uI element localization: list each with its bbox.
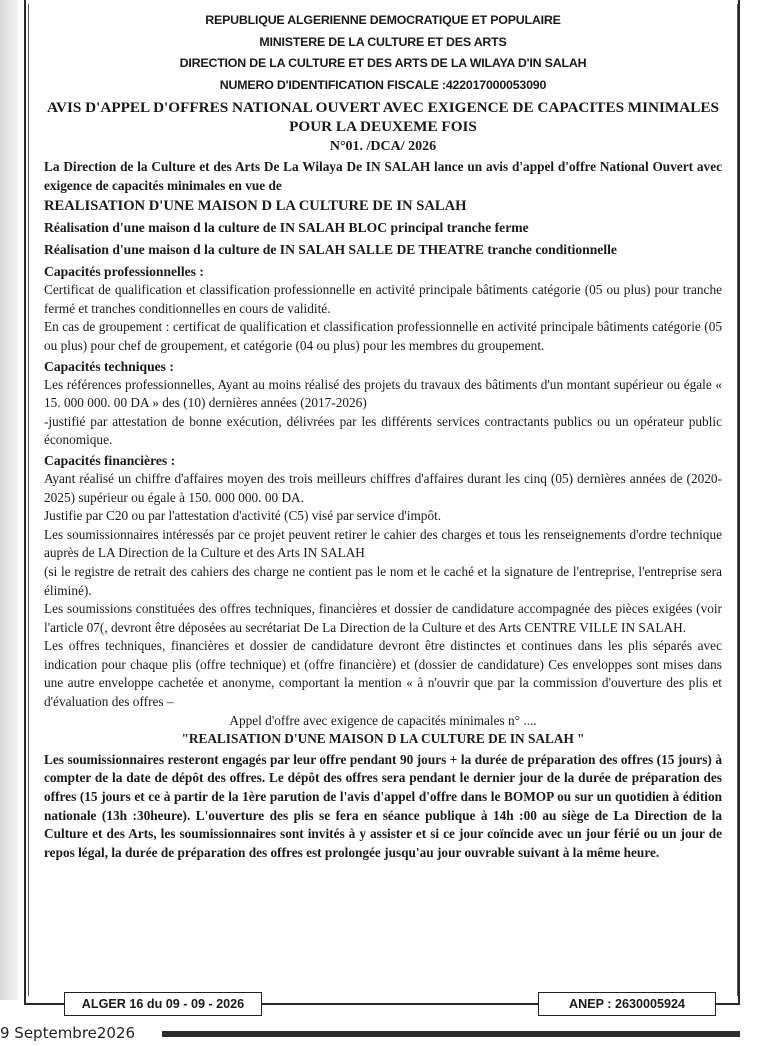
notice-reference: N°01. /DCA/ 2026 (329, 139, 437, 154)
title-line-2: POUR LA DEUXEME FOIS (289, 118, 477, 135)
body-paragraph-soumissions: Les soumissions constituées des offres techniques, financières et dossier de candidature accompagnée des pièces exigées (voir l'article 07(, devront être déposées au secrétariat De La Direction de la Culture et des Arts CENTRE VILLE IN SALAH. (44, 601, 722, 635)
mention-project: "REALISATION D'UNE MAISON D LA CULTURE DE IN SALAH " (181, 731, 585, 747)
heading-capacites-techniques: Capacités techniques : (44, 358, 174, 374)
project-title: REALISATION D'UNE MAISON D LA CULTURE DE IN SALAH (44, 198, 467, 215)
lot-tranche-conditionnelle: Réalisation d'une maison d la culture de IN SALAH SALLE DE THEATRE tranche conditionnelle (44, 242, 617, 258)
newspaper-rule (162, 1031, 740, 1037)
cap-tech-paragraph-1: Les références professionnelles, Ayant au moins réalisé des projets du travaux des bâtiments d'un montant supérieur ou égale « 15. 000 000. 00 DA » des (10) dernières années (2017-2026) (44, 376, 722, 411)
mention-appel-offre: Appel d'offre avec exigence de capacités minimales n° .... (229, 712, 537, 728)
cap-tech-paragraph-2: -justifié par attestation de bonne exécution, délivrées par les différents services contractants publics ou un opérateur public économique. (44, 413, 722, 448)
notice-title (44, 98, 722, 136)
body-paragraph-retrait: Les soumissionnaires intéressés par ce projet peuvent retirer le cahier des charges et tous les renseignements d'ordre technique auprès de LA Direction de la Culture et des Arts IN SALAH (44, 526, 722, 561)
newspaper-date: 9 Septembre2026 (0, 1024, 136, 1042)
lot-tranche-ferme: Réalisation d'une maison d la culture de IN SALAH BLOC principal tranche ferme (44, 220, 529, 236)
left-page-edge (0, 0, 18, 1000)
intro-paragraph: La Direction de la Culture et des Arts De La Wilaya De IN SALAH lance un avis d'appel d'offre National Ouvert avec exigence de capacités minimales en vue de (44, 159, 722, 193)
heading-capacites-professionnelles: Capacités professionnelles : (44, 264, 204, 280)
header-line-nif: NUMERO D'IDENTIFICATION FISCALE :422017000053090 (219, 77, 547, 92)
notice-content (44, 10, 722, 862)
final-paragraph: Les soumissionnaires resteront engagés par leur offre pendant 90 jours + la durée de préparation des offres (15 jours) à compter de la date de dépôt des offres. Le dépôt des offres sera pendant le dernier jour de la durée de préparation des offres (15 jours et ce à partir de la 1ère parution de l'avis d'appel d'offre dans le BOMOP ou sur un quotidien à édition nationale (13h :30heure). L'ouverture des plis se fera en séance publique à 14h :00 au siège de La Direction de la Culture et des Arts, les soumissionnaires sont invités à y assister et si ce jour coïncide avec un jour férié ou un jour de repos légal, la durée de préparation des offres est prolongée jusqu'au jour ouvrable suivant à la même heure. (44, 751, 722, 860)
footer-location-date: ALGER 16 du 09 - 09 - 2026 (64, 992, 262, 1016)
title-line-1: AVIS D'APPEL D'OFFRES NATIONAL OUVERT AVEC EXIGENCE DE CAPACITES MINIMALES (47, 99, 719, 116)
body-paragraph-registre: (si le registre de retrait des cahiers des charge ne contient pas le nom et le caché et la signature de l'entreprise, l'entreprise sera éliminé). (44, 563, 722, 598)
footer-anep-number: ANEP : 2630005924 (538, 992, 716, 1016)
cap-pro-paragraph-2: En cas de groupement : certificat de qualification et classification professionnelle en activité principale bâtiments catégorie (05 ou plus) pour chef de groupement, et catégorie (04 ou plus) pour les membres du groupement. (44, 319, 722, 353)
heading-capacites-financieres: Capacités financières : (44, 452, 176, 468)
header-line-republic: REPUBLIQUE ALGERIENNE DEMOCRATIQUE ET POPULAIRE (205, 13, 561, 27)
header-line-ministry: MINISTERE DE LA CULTURE ET DES ARTS (259, 34, 507, 49)
cap-fin-paragraph-2: Justifie par C20 ou par l'attestation d'activité (C5) visé par service d'impôt. (44, 508, 442, 524)
header-line-direction: DIRECTION DE LA CULTURE ET DES ARTS DE LA WILAYA D'IN SALAH (179, 56, 587, 70)
cap-pro-paragraph-1: Certificat de qualification et classification professionnelle en activité principale bâtiments catégorie (05 ou plus) pour tranche fermé et tranches conditionnelles en cours de validité. (44, 282, 722, 316)
cap-fin-paragraph-1: Ayant réalisé un chiffre d'affaires moyen des trois meilleurs chiffres d'affaires durant les cinq (05) dernières années de (2020-2025) supérieur ou égale à 150. 000 000. 00 DA. (44, 470, 722, 505)
header-block (44, 10, 722, 96)
body-paragraph-offres: Les offres techniques, financières et dossier de candidature devront être distinctes et continues dans les plis séparés avec indication pour chaque plis (offre technique) et (offre financière) et (dossier de candidature) Ces enveloppes sont mises dans une autre enveloppe cachetée et anonyme, comportant la mention « à n'ouvrir que par la commission d'ouverture des plis et d'évaluation des offres – (44, 638, 722, 710)
